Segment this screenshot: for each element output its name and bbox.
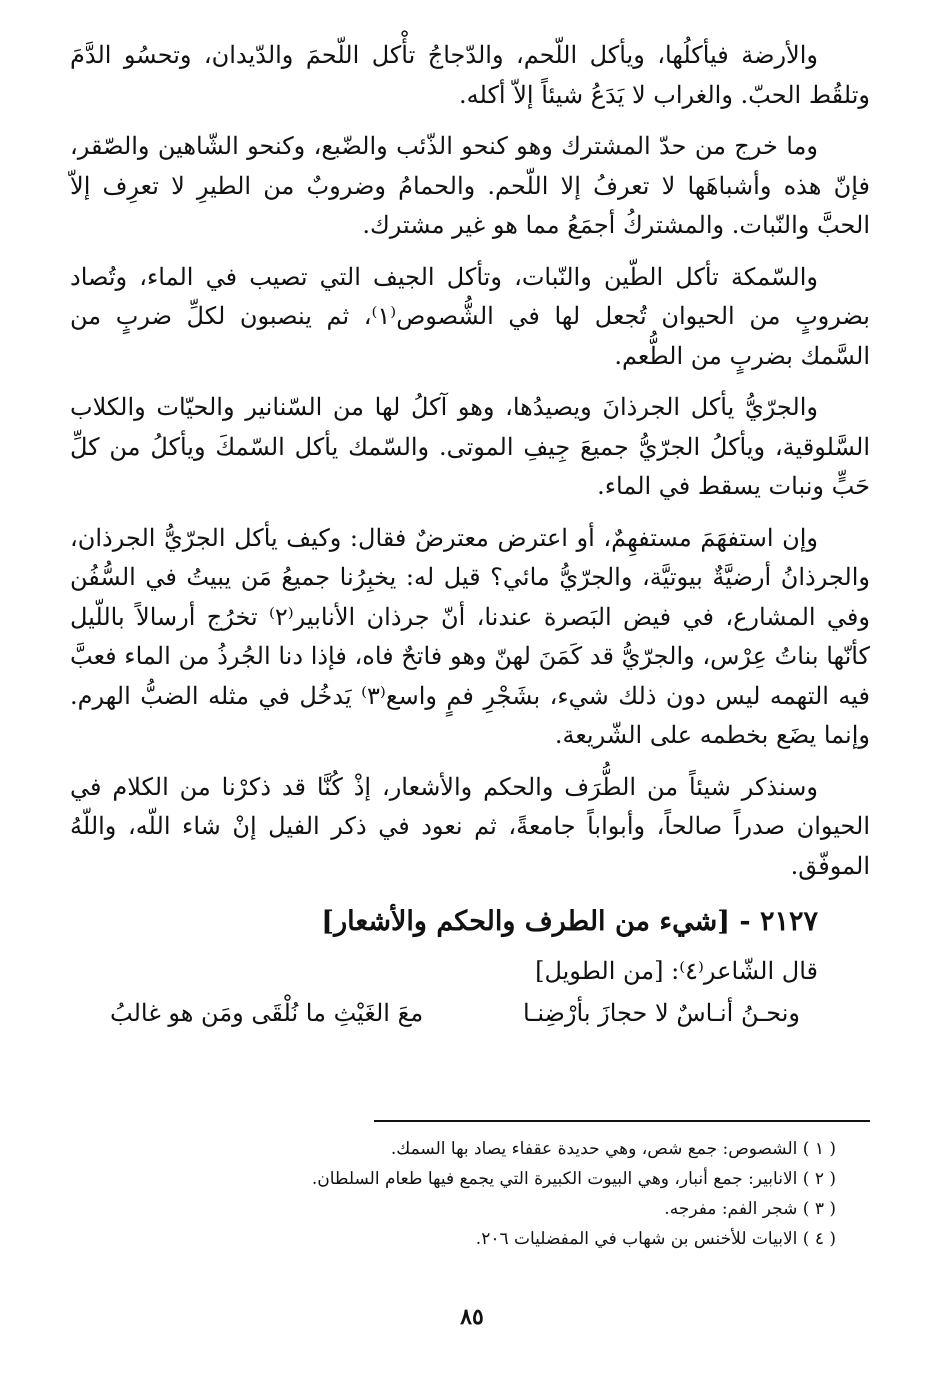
- page-number: ٨٥: [460, 1304, 484, 1330]
- verse-first-hemistich: ونحـنُ أنـاسٌ لا حجازَ بأرْضِنـا: [522, 999, 800, 1027]
- footnote-4: ( ٤ ) الابيات للأخنس بن شهاب في المفضليات ٢٠٦.: [475, 1229, 836, 1249]
- footnote-1: ( ١ ) الشصوص: جمع شص، وهي حديدة عقفاء يصاد بها السمك.: [390, 1139, 836, 1159]
- poem-verse: [70, 992, 870, 1034]
- paragraph-4: والجرّيُّ يأكل الجرذانَ ويصيدُها، وهو آكلُ لها من السّنانير والحيّات والكلاب السَّلوقية، ويأكلُ الجرّيُّ جميعَ جِيفِ الموتى. والسّمك يأكل السّمكَ ويأكلُ من كلِّ حَبٍّ ونبات يسقط في الماء.: [70, 393, 870, 500]
- footnote-3: ( ٣ ) شجر الفم: مفرجه.: [664, 1199, 836, 1219]
- paragraph-3: والسّمكة تأكل الطّين والنّبات، وتأكل الجيف التي تصيب في الماء، وتُصاد بضروبٍ من الحيوان تُجعل لها في الشُّصوص⁽١⁾، ثم ينصبون لكلِّ ضربٍ من السَّمك بضربٍ من الطُّعم.: [70, 262, 870, 370]
- poet-attribution: قال الشّاعر⁽٤⁾: [من الطويل]: [535, 957, 818, 985]
- page-body: [70, 36, 870, 1050]
- paragraph-2: وما خرج من حدّ المشترك وهو كنحو الذّئب والضّبع، وكنحو الشّاهين والصّقر، فإنّ هذه وأشباهَها لا تعرفُ إلا اللّحم. والحمامُ وضروبٌ من الطيرِ لا تعرِف إلاّ الحبَّ والنّبات. والمشتركُ أجمَعُ مما هو غير مشترك.: [70, 132, 870, 239]
- paragraph-6: وسنذكر شيئاً من الطُّرَف والحكم والأشعار، إذْ كُنَّا قد ذكرْنا من الكلام في الحيوان صدراً صالحاً، وأبواباً جامعةً، ثم نعود في ذكر الفيل إنْ شاء اللّه، واللّهُ الموفّق.: [70, 772, 870, 880]
- footnote-2: ( ٢ ) الانابير: جمع أنبار، وهي البيوت الكبيرة التي يجمع فيها طعام السلطان.: [311, 1169, 836, 1189]
- paragraph-1: والأرضة فيأكلُها، ويأكل اللّحم، والدّجاجُ تأْكل اللّحمَ والدّيدان، وتحسُو الدَّمَ وتلقُط الحبّ. والغراب لا يَدَعُ شيئاً إلاّ أكله.: [70, 41, 870, 109]
- section-heading: ٢١٢٧ - [شيء من الطرف والحكم والأشعار]: [321, 906, 818, 937]
- paragraph-5: وإن استفهَمَ مستفهِمٌ، أو اعترض معترضٌ فقال: وكيف يأكل الجرّيُّ الجرذان، والجرذانُ أرضيَّةٌ بيوتيَّة، والجرّيُّ مائي؟ قيل له: يخبِرُنا جميعُ مَن يبيتُ في السُّفُن وفي المشارع، في فيض البَصرة عندنا، أنّ جرذان الأنابير⁽٢⁾ تخرُج أرسالاً باللّيل كأنّها بناتُ عِرْس، والجرّيُّ قد كَمَنَ لهنّ وهو فاتحٌ فاه، فإذا دنا الجُرذُ من الماء فعبَّ فيه التهمه ليس دون ذلك شيء، بشَجْرِ فمٍ واسع⁽٣⁾ يَدخُل في مثله الضبُّ الهرم. وإنما يضَع بخطمه على الشّريعة.: [70, 523, 870, 749]
- footnote-divider: [374, 1120, 870, 1122]
- verse-second-hemistich: معَ الغَيْثِ ما نُلْقَى ومَن هو غالبُ: [110, 999, 424, 1027]
- footnotes: [70, 1134, 836, 1254]
